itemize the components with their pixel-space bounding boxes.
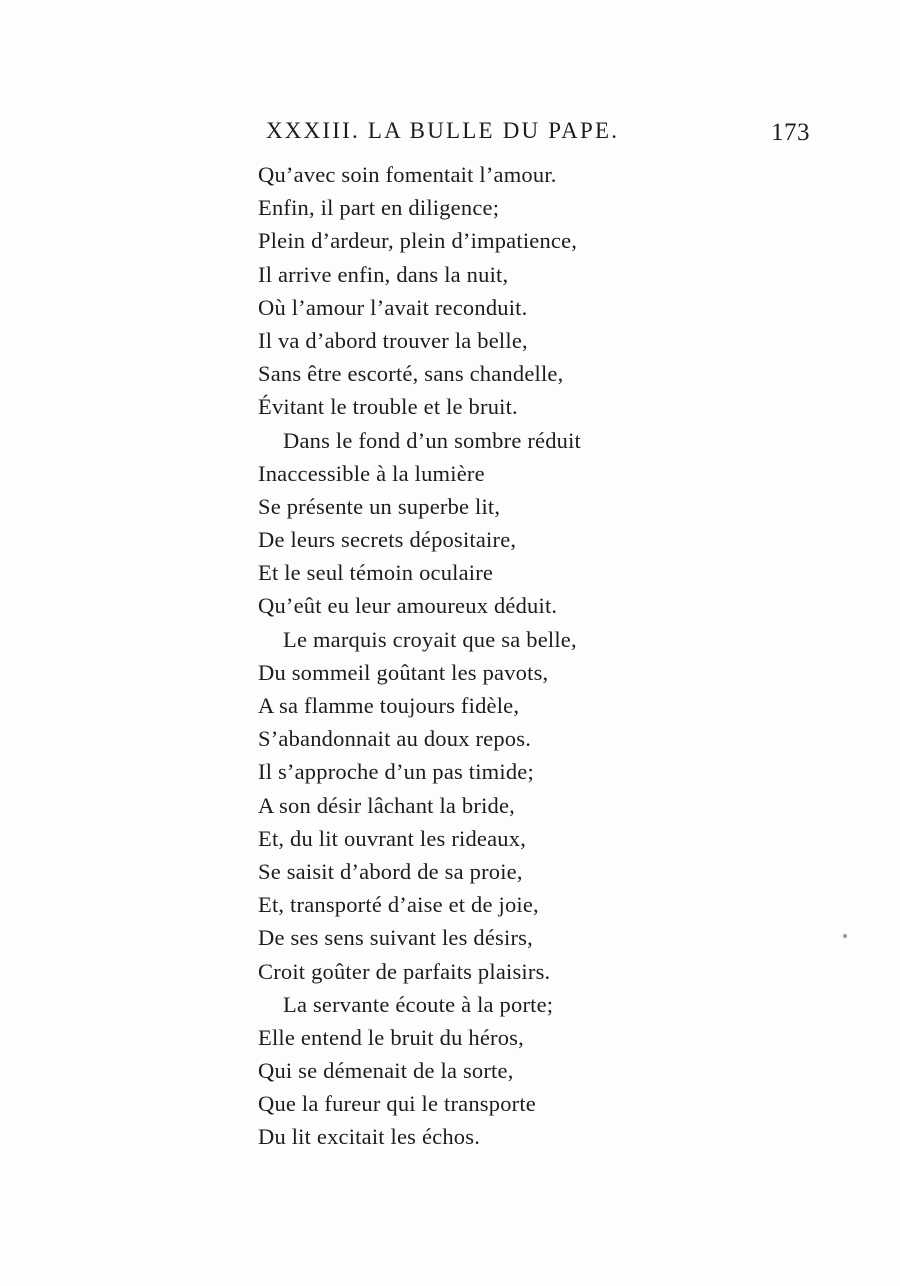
running-head (258, 113, 818, 149)
verse-line: Se présente un superbe lit, (258, 493, 501, 519)
verse-line: Et, transporté d’aise et de joie, (258, 892, 539, 918)
verse-line: Dans le fond d’un sombre réduit (283, 427, 582, 453)
verse-line: Et le seul témoin oculaire (258, 560, 494, 586)
page-number: 173 (771, 119, 810, 146)
verse-line: Inaccessible à la lumière (258, 460, 485, 486)
verse-line: A son désir lâchant la bride, (258, 792, 515, 818)
verse-line: Et, du lit ouvrant les rideaux, (258, 825, 527, 851)
verse-line: La servante écoute à la porte; (283, 991, 554, 1017)
verse-line: De leurs secrets dépositaire, (258, 527, 517, 553)
verse-line: Elle entend le bruit du héros, (258, 1024, 524, 1050)
paper-speck (843, 934, 847, 938)
verse-line: Que la fureur qui le transporte (258, 1091, 536, 1117)
verse-line: Il va d’abord trouver la belle, (258, 327, 528, 353)
running-title: XXXIII. LA BULLE DU PAPE. (266, 118, 620, 143)
verse-line: Du sommeil goûtant les pavots, (258, 659, 549, 685)
verse-line: Évitant le trouble et le bruit. (258, 394, 518, 420)
verse-line: Enfin, il part en diligence; (258, 195, 500, 221)
verse-line: Où l’amour l’avait reconduit. (258, 294, 528, 320)
poem-text (258, 158, 818, 1154)
verse-line: Le marquis croyait que sa belle, (283, 626, 577, 652)
verse-line: Qui se démenait de la sorte, (258, 1058, 514, 1084)
verse-line: Qu’eût eu leur amoureux déduit. (258, 593, 558, 619)
verse-line: Se saisit d’abord de sa proie, (258, 858, 523, 884)
verse-line: Qu’avec soin fomentait l’amour. (258, 162, 557, 187)
verse-line: A sa flamme toujours fidèle, (258, 693, 520, 718)
verse-line: De ses sens suivant les désirs, (258, 925, 533, 951)
verse-line: Il s’approche d’un pas timide; (258, 759, 534, 785)
verse-line: S’abandonnait au doux repos. (258, 726, 532, 752)
verse-line: Plein d’ardeur, plein d’impatience, (258, 228, 578, 254)
verse-line: Croit goûter de parfaits plaisirs. (258, 958, 551, 984)
verse-line: Du lit excitait les échos. (258, 1124, 481, 1150)
verse-line: Sans être escorté, sans chandelle, (258, 361, 564, 387)
verse-line: Il arrive enfin, dans la nuit, (258, 261, 509, 287)
